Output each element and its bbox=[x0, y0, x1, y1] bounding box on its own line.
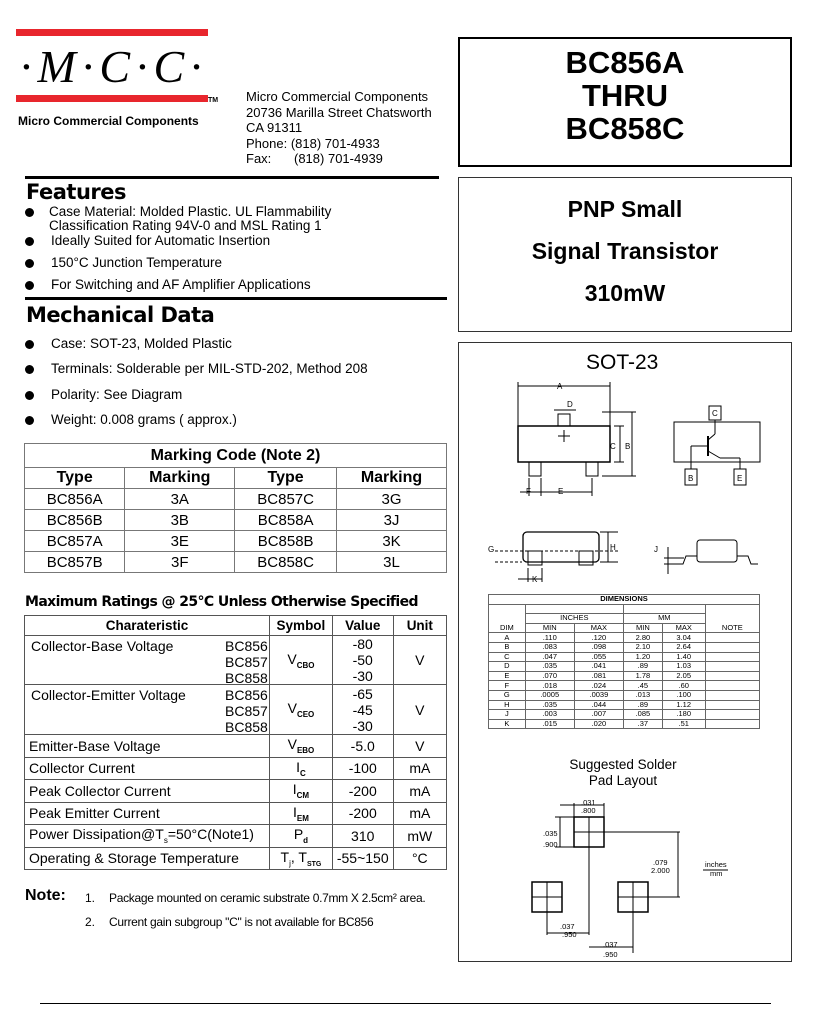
table-row: C .047 .055 1.20 1.40 bbox=[489, 652, 760, 662]
part-title: BC856A bbox=[565, 45, 685, 80]
pad-title: Suggested Solder Pad Layout bbox=[569, 757, 677, 788]
dimensions-table: DIMENSIONS DIM NOTE INCHES MM MIN MAX MIN MAX A .110 .120 2.80 3.04 B .083 .098 2.10 2.64 C .047 .055 1.20 1.40 D .035 .041 .89 1.03 E .070 .081 1.78 2.05 F .018 .024 .45 .60 G .0005 .0039 .013 .100 H .035 .044 .89 1.12 J .003 .007 .085 .180 K .015 .020 .37 .51 bbox=[488, 594, 760, 729]
svg-text:mm: mm bbox=[710, 869, 723, 878]
trademark: TM bbox=[208, 97, 219, 104]
table-row: B .083 .098 2.10 2.64 bbox=[489, 642, 760, 652]
mcc-logo: ·M·C·C· bbox=[20, 41, 208, 92]
logo-bottom-bar bbox=[16, 95, 208, 102]
description-line: 310mW bbox=[584, 280, 666, 306]
table-row: D .035 .041 .89 1.03 bbox=[489, 662, 760, 672]
marking-table bbox=[24, 443, 447, 573]
part-title: THRU bbox=[581, 78, 669, 113]
table-row: K .015 .020 .37 .51 bbox=[489, 719, 760, 729]
phone: Phone: (818) 701-4933 bbox=[246, 135, 380, 151]
svg-text:C: C bbox=[712, 409, 718, 418]
logo-subtitle: Micro Commercial Components bbox=[18, 114, 199, 128]
table-row: BC856B 3B BC858A 3J bbox=[25, 510, 447, 531]
table-row: G .0005 .0039 .013 .100 bbox=[489, 690, 760, 700]
svg-text:E: E bbox=[737, 474, 743, 483]
col-header: Value bbox=[332, 616, 393, 636]
table-row: Power $Dissipation@T_s=50^\circ C(Note1)$ $P_d$ 310 mW bbox=[25, 825, 447, 848]
svg-text:.900: .900 bbox=[543, 840, 558, 849]
divider bbox=[25, 297, 447, 300]
pad-layout-drawing bbox=[500, 795, 760, 960]
divider bbox=[25, 176, 439, 179]
table-row: H .035 .044 .89 1.12 bbox=[489, 700, 760, 710]
address-line: 20736 Marilla Street Chatsworth bbox=[246, 104, 432, 120]
svg-text:.037: .037 bbox=[560, 922, 575, 931]
note-label: Note: bbox=[25, 887, 66, 904]
col-header: Unit bbox=[393, 616, 446, 636]
svg-text:C: C bbox=[610, 442, 616, 451]
package-name: SOT-23 bbox=[586, 351, 659, 374]
table-row: Collector-Base Voltage BC856 BC857 BC858 $V_{CBO}$ -80 -50 -30 V bbox=[25, 636, 447, 685]
svg-text:.035: .035 bbox=[543, 829, 558, 838]
address-line: CA 91311 bbox=[246, 120, 303, 135]
address-line: Micro Commercial Components bbox=[246, 89, 429, 104]
svg-text:B: B bbox=[688, 474, 694, 483]
table-row: Peak Collector Current $I_{CM}$ -200 mA bbox=[25, 780, 447, 803]
svg-text:.037: .037 bbox=[603, 940, 618, 949]
package-outline-drawing bbox=[458, 342, 792, 592]
svg-text:.031: .031 bbox=[581, 798, 596, 807]
svg-text:G: G bbox=[488, 545, 495, 554]
company-address bbox=[246, 89, 432, 167]
svg-text:H: H bbox=[610, 543, 616, 552]
fax: Fax: (818) 701-4939 bbox=[246, 151, 383, 166]
table-row: Collector-Emitter Voltage BC856 BC857 BC858 $V_{CEO}$ -65 -45 -30 V bbox=[25, 685, 447, 735]
svg-text:F: F bbox=[526, 487, 531, 496]
part-title: BC858C bbox=[565, 111, 685, 146]
features-heading: Features bbox=[26, 180, 126, 204]
marking-caption: Marking Code (Note 2) bbox=[25, 444, 447, 468]
svg-text:.950: .950 bbox=[603, 950, 618, 959]
table-row: J .003 .007 .085 .180 bbox=[489, 710, 760, 720]
svg-text:.800: .800 bbox=[581, 806, 596, 815]
table-row: E .070 .081 1.78 2.05 bbox=[489, 671, 760, 681]
table-row: BC856A 3A BC857C 3G bbox=[25, 489, 447, 510]
part-title-box bbox=[458, 37, 792, 167]
description-line: PNP Small bbox=[567, 196, 683, 222]
svg-text:.079: .079 bbox=[653, 858, 668, 867]
logo-top-bar bbox=[16, 29, 208, 36]
description-box bbox=[458, 177, 792, 332]
svg-text:D: D bbox=[567, 400, 573, 409]
svg-text:A: A bbox=[557, 382, 563, 391]
note-item: 2. Current gain subgroup "C" is not available for BC856 bbox=[85, 915, 374, 929]
col-header: Marking bbox=[337, 468, 447, 489]
table-row: F .018 .024 .45 .60 bbox=[489, 681, 760, 691]
mech-heading: Mechanical Data bbox=[26, 303, 215, 327]
table-row: Peak Emitter Current $I_{EM}$ -200 mA bbox=[25, 802, 447, 825]
svg-text:inches: inches bbox=[705, 860, 727, 869]
ratings-heading: Maximum Ratings @ 25°C Unless Otherwise Specified bbox=[25, 594, 418, 610]
note-item: 1. Package mounted on ceramic substrate 0.7mm X 2.5cm² area. bbox=[85, 891, 426, 905]
svg-text:B: B bbox=[625, 442, 631, 451]
table-row: BC857B 3F BC858C 3L bbox=[25, 552, 447, 573]
table-row: BC857A 3E BC858B 3K bbox=[25, 531, 447, 552]
col-header: Marking bbox=[125, 468, 235, 489]
col-header: Type bbox=[25, 468, 125, 489]
svg-text:K: K bbox=[532, 575, 538, 584]
svg-text:2.000: 2.000 bbox=[651, 866, 670, 875]
table-row: Operating & Storage Temperature $T_j$, $T_{STG}$ -55~150 °C bbox=[25, 847, 447, 870]
col-header: Type bbox=[235, 468, 337, 489]
col-header: Symbol bbox=[270, 616, 333, 636]
table-row: Collector Current $I_C$ -100 mA bbox=[25, 757, 447, 780]
footer-rule bbox=[40, 1003, 771, 1004]
svg-text:.950: .950 bbox=[562, 930, 577, 939]
ratings-table bbox=[24, 615, 447, 870]
col-header: Charateristic bbox=[25, 616, 270, 636]
svg-text:E: E bbox=[558, 487, 564, 496]
svg-text:J: J bbox=[654, 545, 658, 554]
table-row: A .110 .120 2.80 3.04 bbox=[489, 633, 760, 643]
description-line: Signal Transistor bbox=[531, 238, 719, 264]
table-row: Emitter-Base Voltage $V_{EBO}$ -5.0 V bbox=[25, 735, 447, 758]
